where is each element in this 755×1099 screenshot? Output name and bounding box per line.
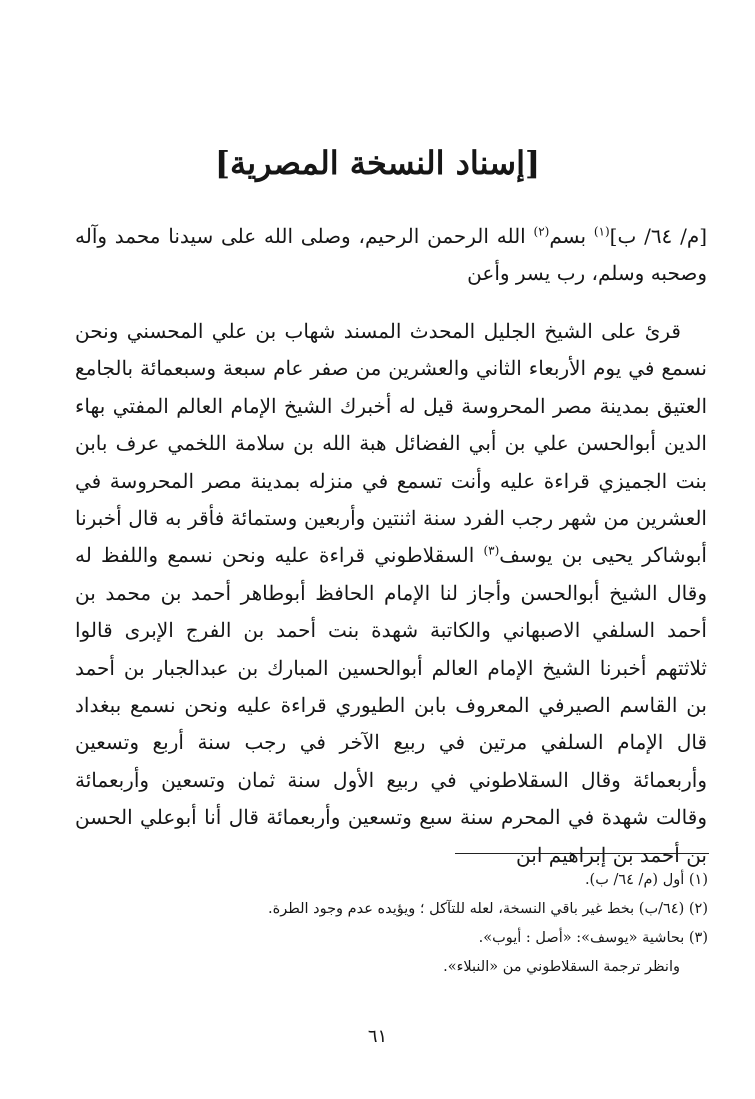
footnote-3-continuation: وانظر ترجمة السقلاطوني من «النبلاء». bbox=[443, 959, 680, 975]
footnote-2: (٢) (٦٤/ب) بخط غير باقي النسخة، لعله للتآكل ؛ ويؤيده عدم وجود الطرة. bbox=[267, 901, 708, 917]
footnote-3: (٣) بحاشية «يوسف»: «أصل : أيوب». bbox=[478, 930, 708, 946]
footnote-marker-1: (١) bbox=[593, 224, 610, 239]
footnote-marker-3: (٣) bbox=[483, 543, 500, 558]
section-title: [إسناد النسخة المصرية] bbox=[214, 144, 541, 182]
basmala-text: الله الرحمن الرحيم، وصلى الله على سيدنا محمد وآله وصحبه وسلم، رب يسر وأعن bbox=[75, 224, 707, 286]
footnote-1: (١) أول (م/ ٦٤/ ب). bbox=[584, 872, 708, 888]
page-number: ٦١ bbox=[367, 1026, 388, 1047]
manuscript-reference: [م/ ٦٤/ ب] bbox=[609, 224, 707, 248]
footnote-marker-2: (٢) bbox=[533, 224, 550, 239]
isnad-paragraph bbox=[75, 313, 707, 874]
opening-paragraph bbox=[75, 218, 707, 293]
basmala-word: بسم bbox=[549, 224, 594, 248]
isnad-text-part1: قرئ على الشيخ الجليل المحدث المسند شهاب بن علي المحسني ونحن نسمع في يوم الأربعاء الثاني والعشرين من صفر عام سبعة وسبعمائة بالجامع العتيق بمدينة مصر المحروسة قيل له أخبرك الشيخ الإمام العالم المفتي بهاء الدين أبوالحسن علي بن أبي الفضائل هبة الله بن سلامة اللخمي عرف بابن بنت الجميزي قراءة عليه وأنت تسمع في منزله بمدينة مصر المحروسة في العشرين من شهر رجب الفرد سنة اثنتين وأربعين وستمائة فأقر به قال أخبرنا أبوشاكر يحيى بن يوسف bbox=[75, 319, 707, 568]
footnotes bbox=[120, 866, 708, 982]
footnote-separator bbox=[455, 853, 709, 854]
isnad-text-part2: السقلاطوني قراءة عليه ونحن نسمع واللفظ له وقال الشيخ أبوالحسن وأجاز لنا الإمام الحافظ أبوطاهر أحمد بن محمد بن أحمد السلفي الاصبهاني والكاتبة شهدة بنت أحمد بن الفرج الإبرى قالوا ثلاثتهم أخبرنا الشيخ الإمام العالم أبوالحسين المبارك بن عبدالجبار بن أحمد بن القاسم الصيرفي المعروف بابن الطيوري قراءة عليه ونحن نسمع ببغداد قال الإمام السلفي مرتين في ربيع الآخر في رجب سنة أربع وتسعين وأربعمائة وقال السقلاطوني في ربيع الأول سنة ثمان وتسعين وأربعمائة وقالت شهدة في المحرم سنة سبع وتسعين وأربعمائة قال أنا أبوعلي الحسن بن أحمد بن إبراهيم ابن bbox=[75, 543, 707, 867]
